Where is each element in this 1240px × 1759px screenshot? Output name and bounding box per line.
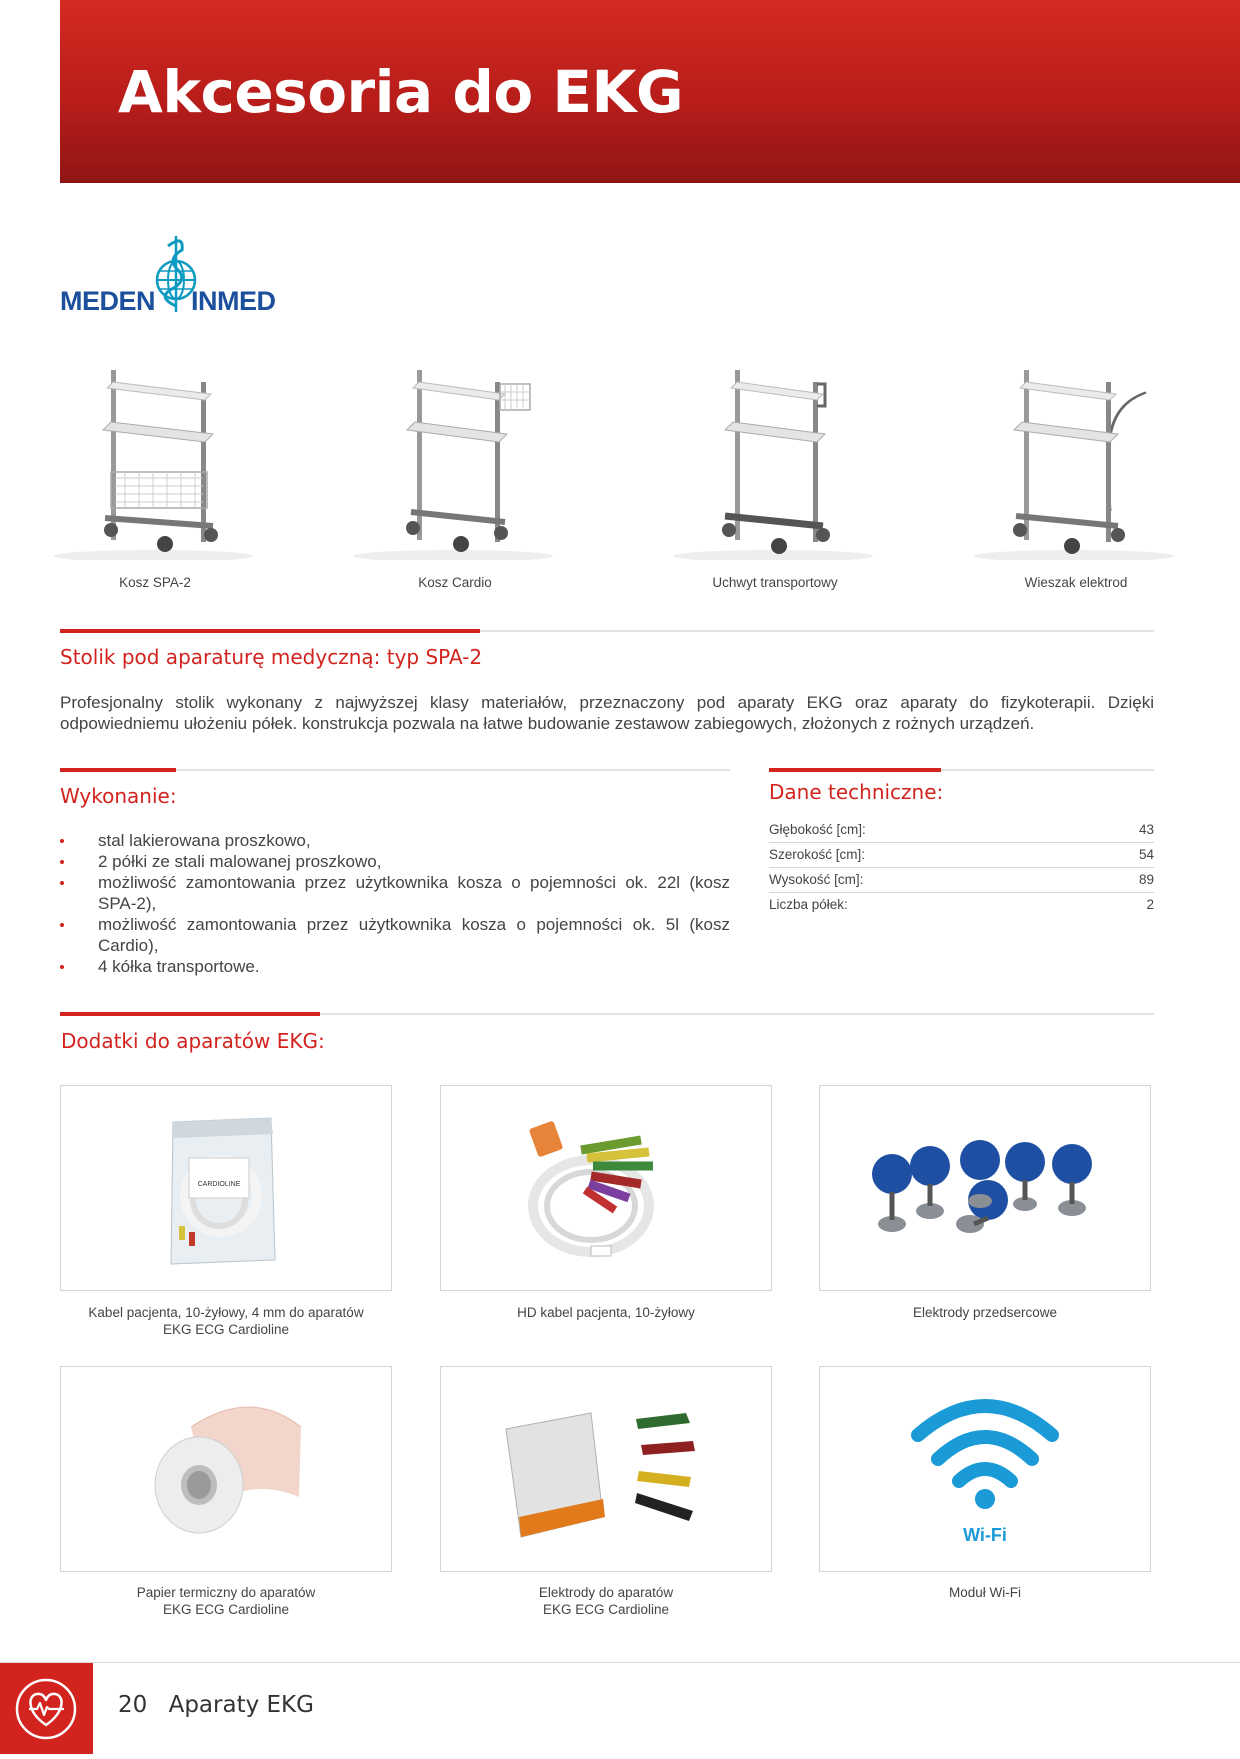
product-caption: Uchwyt transportowy xyxy=(712,575,838,590)
wykonanie-divider-accent xyxy=(60,768,176,772)
spec-value: 2 xyxy=(1146,897,1154,912)
spec-value: 54 xyxy=(1138,847,1154,862)
footer-text xyxy=(118,1692,328,1718)
spec-label: Szerokość [cm]: xyxy=(769,847,866,862)
addon-card-cable-4mm xyxy=(60,1085,392,1291)
wykonanie-divider xyxy=(60,769,730,771)
addon-card-hd-cable xyxy=(440,1085,772,1291)
addon-caption: Elektrody przedsercowe xyxy=(912,1305,1058,1320)
list-item: możliwość zamontowania przez użytkownika kosza o pojemności ok. 22l (kosz SPA-2), xyxy=(60,872,730,914)
addon-caption: HD kabel pacjenta, 10-żyłowy xyxy=(517,1305,695,1320)
spec-value: 89 xyxy=(1138,872,1154,887)
packaged-cable-image xyxy=(61,1086,391,1290)
cart-with-handle-image xyxy=(655,360,895,560)
addon-card-wifi xyxy=(819,1366,1151,1572)
addon-caption: Papier termiczny do aparatów EKG ECG Cardioline xyxy=(136,1585,316,1617)
addon-caption: Kabel pacjenta, 10-żyłowy, 4 mm do aparatów EKG ECG Cardioline xyxy=(88,1305,364,1337)
addons-divider xyxy=(60,1013,1154,1015)
spec-label: Głębokość [cm]: xyxy=(769,822,866,837)
addon-card-chest-electrodes xyxy=(819,1085,1151,1291)
addon-card-thermal-paper xyxy=(60,1366,392,1572)
cart-with-electrode-hanger-image xyxy=(956,360,1196,560)
footer-badge xyxy=(0,1663,93,1754)
list-item: stal lakierowana proszkowo, xyxy=(60,830,730,851)
suction-electrodes-image xyxy=(820,1086,1150,1290)
wifi-icon xyxy=(820,1367,1150,1571)
page-header xyxy=(60,0,1240,183)
list-item: możliwość zamontowania przez użytkownika kosza o pojemności ok. 5l (kosz Cardio), xyxy=(60,914,730,956)
addon-caption: Elektrody do aparatów EKG ECG Cardioline xyxy=(538,1585,674,1617)
meden-inmed-logo xyxy=(60,234,290,314)
spec-value: 43 xyxy=(1138,822,1154,837)
logo-text-left: MEDEN xyxy=(60,286,156,316)
cart-with-small-basket-image xyxy=(335,360,575,560)
cart-with-large-basket-image xyxy=(35,360,275,560)
spec-row xyxy=(769,843,1154,868)
product-caption: Wieszak elektrod xyxy=(1024,575,1128,590)
spec-label: Liczba półek: xyxy=(769,897,848,912)
thermal-paper-roll-image xyxy=(61,1367,391,1571)
spec-label: Wysokość [cm]: xyxy=(769,872,864,887)
footer-divider xyxy=(0,1662,1240,1663)
page-number: 20 xyxy=(118,1692,148,1718)
addon-card-electrodes xyxy=(440,1366,772,1572)
footer-section-title: Aparaty EKG xyxy=(168,1692,314,1718)
spec-row xyxy=(769,818,1154,843)
spec-row xyxy=(769,893,1154,917)
heart-pulse-icon xyxy=(0,1663,93,1754)
bullet-icon xyxy=(60,965,64,969)
page-title: Akcesoria do EKG xyxy=(118,58,684,126)
bullet-icon xyxy=(60,923,64,927)
list-item: 4 kółka transportowe. xyxy=(60,956,730,977)
product-caption: Kosz SPA-2 xyxy=(119,575,191,590)
section-divider xyxy=(60,630,1154,632)
hd-patient-cable-image xyxy=(441,1086,771,1290)
specs-title: Dane techniczne: xyxy=(769,780,944,804)
product-wieszak-elektrod xyxy=(956,360,1196,590)
wykonanie-list xyxy=(60,830,730,977)
specs-divider xyxy=(769,769,1154,771)
addons-title: Dodatki do aparatów EKG: xyxy=(61,1029,325,1053)
list-item: 2 półki ze stali malowanej proszkowo, xyxy=(60,851,730,872)
bullet-icon xyxy=(60,881,64,885)
logo-text-right: INMED xyxy=(191,286,276,316)
product-caption: Kosz Cardio xyxy=(418,575,492,590)
limb-electrodes-image xyxy=(441,1367,771,1571)
section-title-stolik: Stolik pod aparaturę medyczną: typ SPA-2 xyxy=(60,645,483,669)
specs-divider-accent xyxy=(769,768,941,772)
wifi-label: Wi-Fi xyxy=(963,1525,1007,1545)
bullet-icon xyxy=(60,860,64,864)
product-kosz-cardio xyxy=(335,360,575,590)
wykonanie-title: Wykonanie: xyxy=(60,784,177,808)
spec-row xyxy=(769,868,1154,893)
addon-caption: Moduł Wi-Fi xyxy=(948,1585,1021,1600)
section-description: Profesjonalny stolik wykonany z najwyższej klasy materiałów, przeznaczony pod aparaty EKG oraz aparaty do fizykoterapii. Dzięki odpowiedniemu ułożeniu półek. konstrukcja pozwala na łatwe budowanie zestawow zabiegowych, złożonych z rożnych urządzeń. xyxy=(60,693,1154,733)
product-uchwyt-transportowy xyxy=(655,360,895,590)
bag-label-text: CARDIOLINE xyxy=(197,1181,241,1188)
product-kosz-spa2 xyxy=(35,360,275,590)
section-divider-accent xyxy=(60,629,480,633)
addons-divider-accent xyxy=(60,1012,320,1016)
bullet-icon xyxy=(60,839,64,843)
